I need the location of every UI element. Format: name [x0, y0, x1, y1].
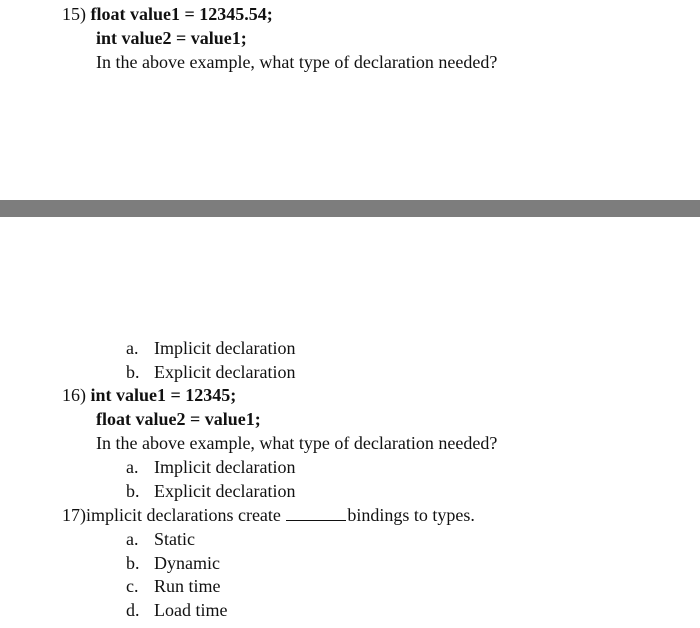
q15-code-line1: float value1 = 12345.54;: [90, 4, 273, 24]
q17-option-c-letter: c.: [126, 576, 139, 596]
q15-question: In the above example, what type of declaration needed?: [96, 52, 498, 72]
page-divider: [0, 200, 700, 217]
q17-option-a: [126, 528, 195, 550]
q17-option-d-text: Load time: [154, 600, 228, 620]
q16-option-b-text: Explicit declaration: [154, 481, 296, 501]
q17-option-b-letter: b.: [126, 553, 140, 573]
q15-code-line2: int value2 = value1;: [96, 28, 247, 48]
q15-option-b-text: Explicit declaration: [154, 362, 296, 382]
q16-option-a: [126, 456, 295, 478]
q17-number: 17): [62, 505, 86, 525]
q16-option-a-text: Implicit declaration: [154, 457, 296, 477]
q16-option-b: [126, 480, 295, 502]
q17-option-a-letter: a.: [126, 529, 139, 549]
q16-option-b-letter: b.: [126, 481, 140, 501]
q15-option-a: [126, 337, 295, 359]
q15-header: [62, 3, 273, 25]
q16-question: In the above example, what type of declaration needed?: [96, 433, 498, 453]
q15-option-a-letter: a.: [126, 338, 139, 358]
q15-option-b-letter: b.: [126, 362, 140, 382]
q17-option-a-text: Static: [154, 529, 195, 549]
q17-option-b-text: Dynamic: [154, 553, 220, 573]
q17-question-before: implicit declarations create: [86, 505, 281, 525]
q17-option-c: [126, 575, 221, 597]
q17-option-d-letter: d.: [126, 600, 140, 620]
q16-header: [62, 384, 236, 406]
q17-question-after: bindings to types.: [347, 505, 475, 525]
q17-fill-blank: [286, 505, 346, 521]
q16-code-line1: int value1 = 12345;: [90, 385, 237, 405]
q17-question: [62, 504, 475, 526]
q15-option-a-text: Implicit declaration: [154, 338, 296, 358]
q16-number: 16): [62, 385, 86, 405]
q17-option-d: [126, 599, 227, 621]
q16-code-line2: float value2 = value1;: [96, 409, 261, 429]
q16-option-a-letter: a.: [126, 457, 139, 477]
q17-option-b: [126, 552, 220, 574]
q15-number: 15): [62, 4, 86, 24]
q17-option-c-text: Run time: [154, 576, 221, 596]
q15-option-b: [126, 361, 295, 383]
